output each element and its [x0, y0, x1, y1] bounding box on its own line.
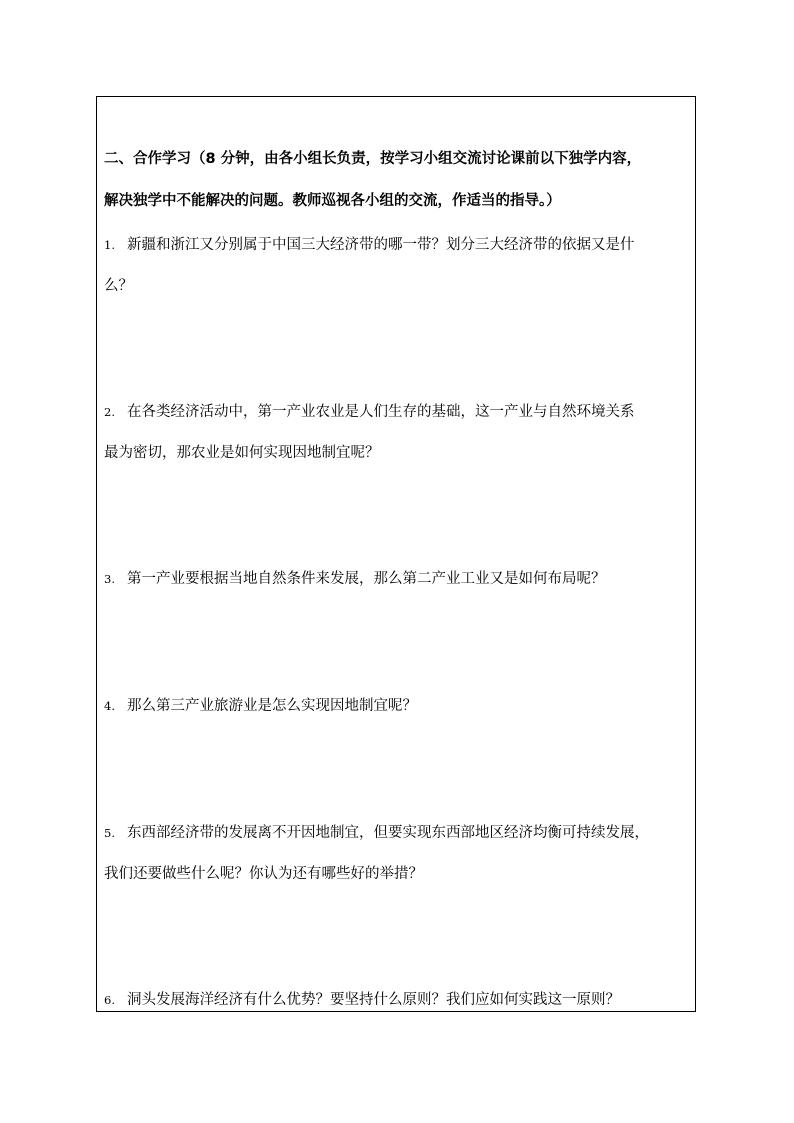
question-6-number: 6. — [104, 993, 115, 1007]
question-6-text: 洞头发展海洋经济有什么优势？要坚持什么原则？我们应如何实践这一原则？ — [127, 992, 620, 1008]
question-1-line-2: 么？ — [104, 278, 133, 294]
question-3-text: 第一产业要根据当地自然条件来发展，那么第二产业工业又是如何布局呢？ — [127, 571, 606, 587]
question-5-line-2: 我们还要做些什么呢？你认为还有哪些好的举措？ — [104, 866, 423, 882]
question-3-line — [104, 570, 694, 588]
question-5-line-1 — [104, 824, 694, 842]
question-2-text: 在各类经济活动中，第一产业农业是人们生存的基础，这一产业与自然环境关系 — [127, 404, 635, 420]
question-1-number: 1. — [104, 238, 115, 252]
section-heading-line-2: 解决独学中不能解决的问题。教师巡视各小组的交流，作适当的指导。） — [104, 193, 561, 209]
question-4-text: 那么第三产业旅游业是怎么实现因地制宜呢？ — [127, 698, 417, 714]
question-4-line — [104, 697, 694, 715]
question-5-number: 5. — [104, 826, 115, 840]
question-4-number: 4. — [104, 699, 115, 713]
question-6-line — [104, 991, 694, 1009]
section-heading-line-1: 二、合作学习（8 分钟，由各小组长负责，按学习小组交流讨论课前以下独学内容， — [104, 151, 642, 167]
question-2-number: 2. — [104, 405, 115, 419]
question-3-number: 3. — [104, 572, 115, 586]
question-1-text: 新疆和浙江又分别属于中国三大经济带的哪一带？划分三大经济带的依据又是什 — [127, 237, 635, 253]
question-2-line-2: 最为密切，那农业是如何实现因地制宜呢？ — [104, 445, 380, 461]
question-2-line-1 — [104, 403, 694, 421]
question-5-text: 东西部经济带的发展离不开因地制宜，但要实现东西部地区经济均衡可持续发展， — [127, 825, 649, 841]
question-1-line-1 — [104, 236, 694, 254]
